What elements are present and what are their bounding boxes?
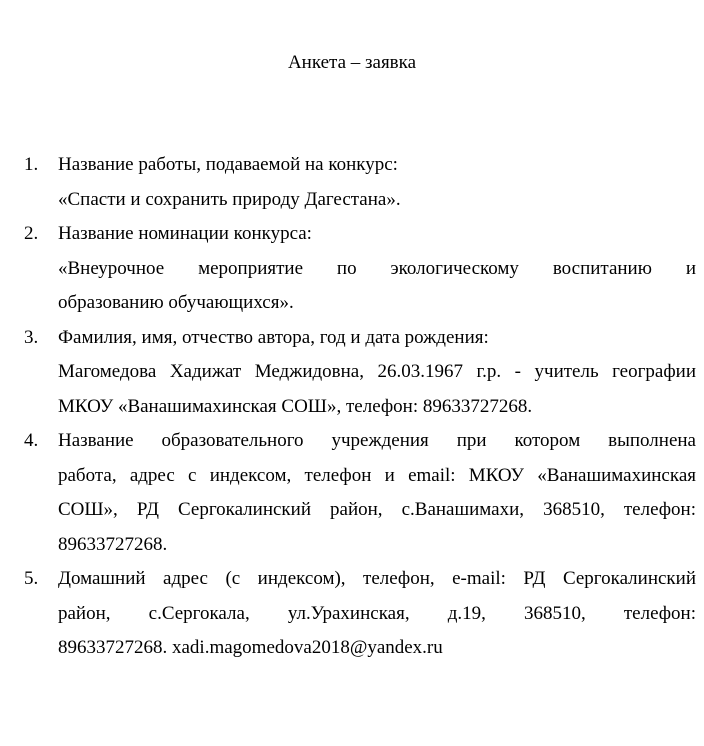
list-item-1 — [24, 148, 696, 217]
list-item-2 — [24, 217, 696, 321]
list-item-5 — [24, 562, 696, 666]
item-line: 89633727268. xadi.magomedova2018@yandex.ru — [58, 637, 443, 658]
list-item-3 — [24, 321, 696, 425]
item-line: «Спасти и сохранить природу Дагестана». — [58, 188, 401, 210]
item-line: «Внеурочное мероприятие по экологическому воспитанию и — [58, 257, 696, 279]
item-line: 89633727268. — [58, 533, 168, 555]
item-number: 4. — [24, 430, 39, 451]
item-number: 3. — [24, 326, 39, 348]
item-line: район, с.Сергокала, ул.Урахинская, д.19, 368510, телефон: — [58, 602, 696, 624]
item-line: Название образовательного учреждения при котором выполнена — [58, 430, 696, 451]
list-item-4 — [24, 424, 696, 562]
item-line: работа, адрес с индексом, телефон и email: МКОУ «Ванашимахинская — [58, 464, 696, 486]
item-line: Домашний адрес (с индексом), телефон, e-mail: РД Сергокалинский — [58, 568, 696, 589]
item-line: Название номинации конкурса: — [58, 223, 312, 244]
item-line: СОШ», РД Сергокалинский район, с.Ванашимахи, 368510, телефон: — [58, 499, 696, 520]
item-line: Фамилия, имя, отчество автора, год и дата рождения: — [58, 326, 489, 348]
item-number: 1. — [24, 154, 39, 175]
document-title: Анкета – заявка — [287, 52, 417, 73]
item-number: 5. — [24, 568, 39, 589]
item-line: образованию обучающихся». — [58, 292, 294, 313]
item-line: МКОУ «Ванашимахинская СОШ», телефон: 89633727268. — [58, 395, 533, 417]
item-line: Магомедова Хадижат Меджидовна, 26.03.1967 г.р. - учитель географии — [58, 361, 696, 382]
item-line: Название работы, подаваемой на конкурс: — [58, 154, 398, 175]
item-number: 2. — [24, 223, 39, 244]
questionnaire-list — [24, 148, 696, 666]
